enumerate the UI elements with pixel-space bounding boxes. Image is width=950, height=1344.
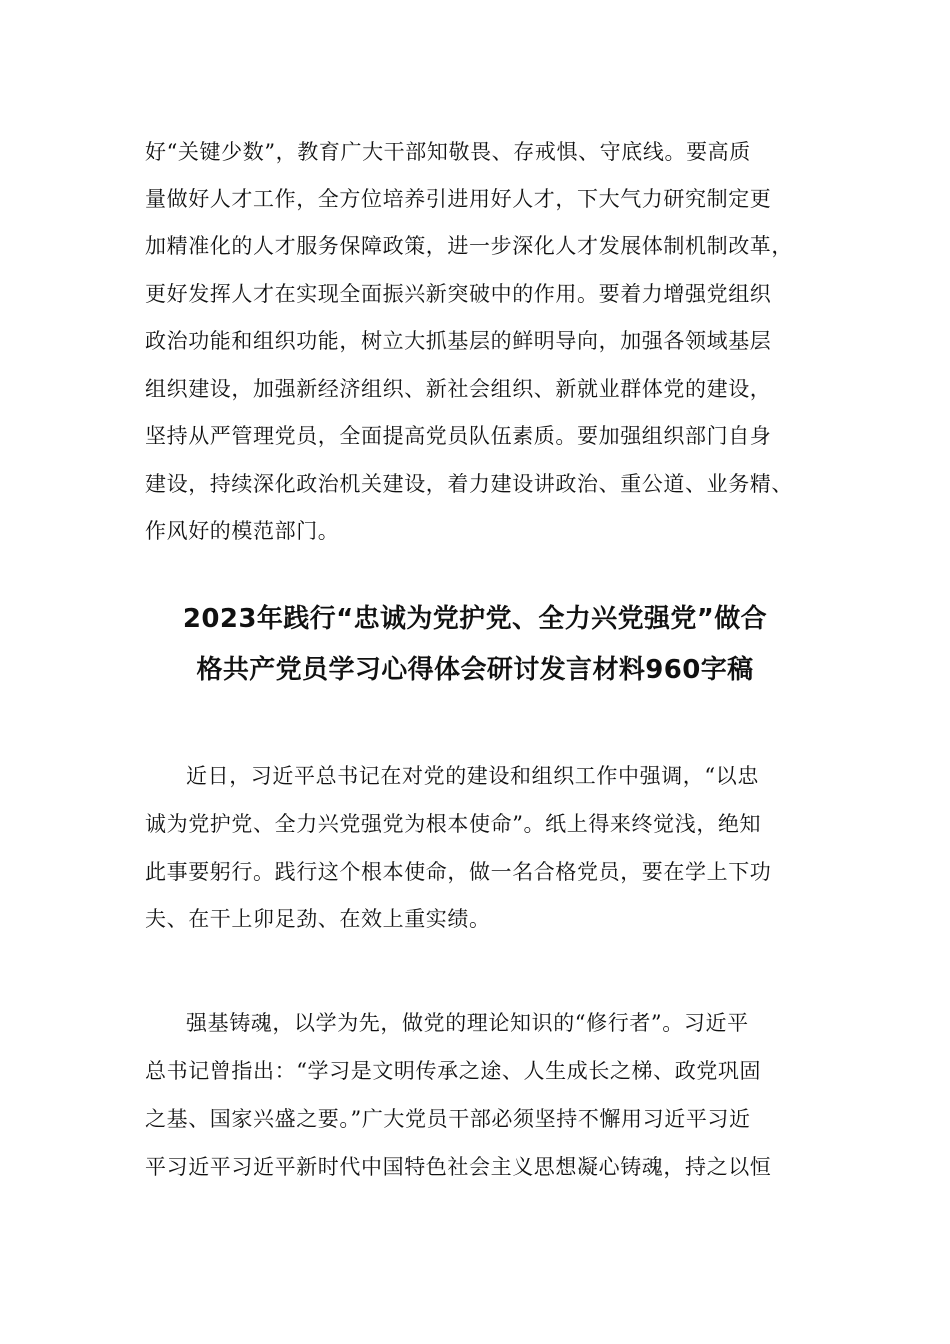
paragraph-line: 坚持从严管理党员，全面提高党员队伍素质。要加强组织部门自身 — [145, 424, 772, 448]
paragraph-line: 平习近平习近平新时代中国特色社会主义思想凝心铸魂，持之以恒 — [145, 1155, 772, 1179]
paragraph-line: 好“关键少数”，教育广大干部知敬畏、存戒惧、守底线。要高质 — [145, 140, 751, 164]
paragraph-line: 夫、在干上卯足劲、在效上重实绩。 — [145, 907, 491, 931]
paragraph-line: 政治功能和组织功能，树立大抓基层的鲜明导向，加强各领域基层 — [145, 329, 772, 353]
paragraph-line: 更好发挥人才在实现全面振兴新突破中的作用。要着力增强党组织 — [145, 282, 772, 306]
title-line: 2023年践行“忠诚为党护党、全力兴党强党”做合 — [182, 604, 768, 634]
title-line: 格共产党员学习心得体会研讨发言材料960字稿 — [196, 655, 754, 685]
paragraph-line: 此事要躬行。践行这个根本使命，做一名合格党员，要在学上下功 — [145, 860, 772, 884]
paragraph-line: 作风好的模范部门。 — [145, 519, 340, 543]
paragraph-line: 总书记曾指出：“学习是文明传承之途、人生成长之梯、政党巩固 — [145, 1059, 762, 1083]
paragraph-line: 之基、国家兴盛之要。”广大党员干部必须坚持不懈用习近平习近 — [145, 1107, 751, 1131]
paragraph-line: 诚为党护党、全力兴党强党为根本使命”。纸上得来终觉浅，绝知 — [145, 812, 762, 836]
paragraph-line: 近日，习近平总书记在对党的建设和组织工作中强调，“以忠 — [186, 764, 759, 788]
paragraph-line: 加精准化的人才服务保障政策，进一步深化人才发展体制机制改革， — [145, 234, 793, 258]
paragraph-line: 强基铸魂，以学为先，做党的理论知识的“修行者”。习近平 — [186, 1011, 749, 1035]
paragraph-line: 组织建设，加强新经济组织、新社会组织、新就业群体党的建设， — [145, 377, 772, 401]
paragraph-line: 建设，持续深化政治机关建设，着力建设讲政治、重公道、业务精、 — [145, 472, 793, 496]
paragraph-line: 量做好人才工作，全方位培养引进用好人才，下大气力研究制定更 — [145, 187, 772, 211]
